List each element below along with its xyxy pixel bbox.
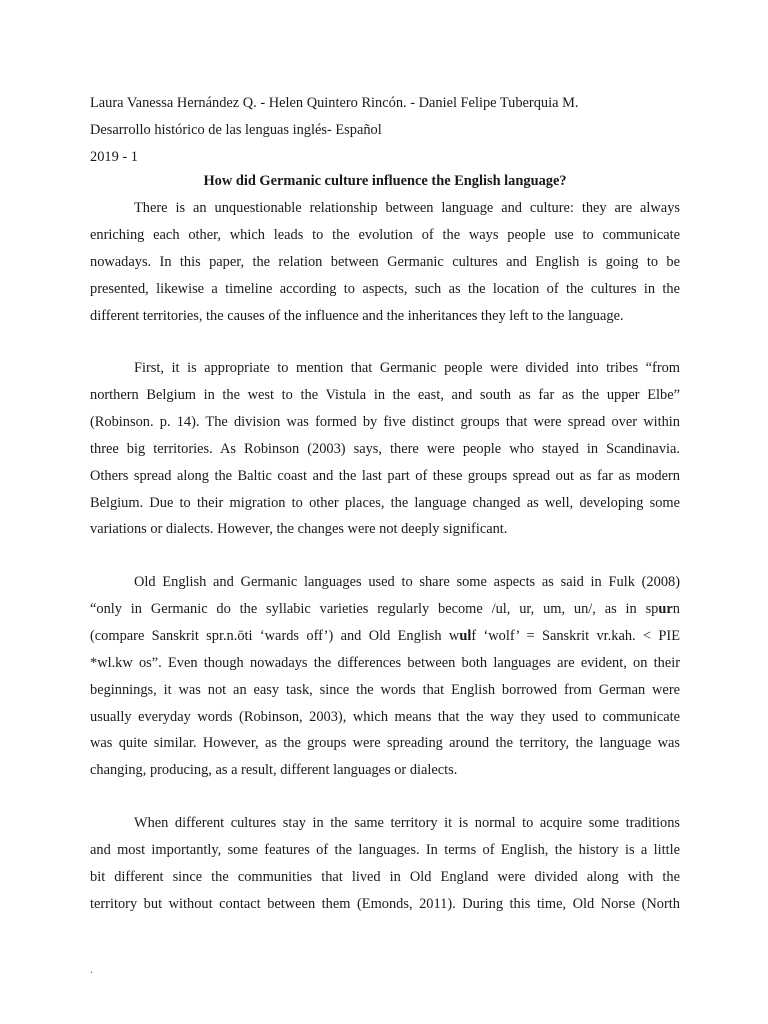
paragraph-line: enriching each other, which leads to the evolution of the ways people use to communicate — [90, 226, 680, 243]
paragraph-line: Old English and Germanic languages used to share some aspects as said in Fulk (2008) — [134, 574, 680, 590]
paragraph-line: beginnings, it was not an easy task, since the words that English borrowed from German were — [90, 681, 680, 698]
footer-mark: . — [90, 962, 93, 976]
period-line: 2019 - 1 — [90, 149, 138, 165]
paragraph-line: presented, likewise a timeline according to aspects, such as the location of the cultures in the — [90, 280, 680, 297]
line-segment: f ‘wolf’ = Sanskrit vr.kah. < PIE — [471, 627, 680, 644]
paragraph-line: changing, producing, as a result, different languages or dialects. — [90, 762, 458, 779]
paragraph-line: usually everyday words (Robinson, 2003), which means that the way they used to communicate — [90, 708, 680, 725]
paragraph-line: There is an unquestionable relationship between language and culture: they are always — [134, 200, 680, 216]
paragraph-line: Others spread along the Baltic coast and the last part of these groups spread out as far as modern — [90, 467, 680, 484]
paragraph-cultures — [90, 810, 680, 918]
bold-segment: ur — [658, 600, 673, 617]
paragraph-line: and most importantly, some features of the languages. In terms of English, the history is a little — [90, 841, 680, 858]
paragraph-intro — [90, 195, 680, 330]
paragraph-line: (Robinson. p. 14). The division was formed by five distinct groups that were spread over within — [90, 413, 680, 430]
paragraph-line: bit different since the communities that lived in Old England were divided along with the — [90, 868, 680, 885]
paragraph-old-english — [90, 569, 680, 784]
paragraph-line: nowadays. In this paper, the relation between Germanic cultures and English is going to be — [90, 253, 680, 270]
paragraph-line: Belgium. Due to their migration to other places, the language changed as well, developing some — [90, 494, 680, 511]
paragraph-line: territory but without contact between them (Emonds, 2011). During this time, Old Norse (North — [90, 895, 680, 912]
paragraph-line: variations or dialects. However, the changes were not deeply significant. — [90, 521, 508, 538]
paragraph-tribes — [90, 355, 680, 543]
paragraph-line: *wl.kw os”. Even though nowadays the differences between both languages are evident, on their — [90, 654, 680, 671]
document-title: How did Germanic culture influence the English language? — [203, 173, 567, 189]
paragraph-line — [90, 623, 680, 650]
paragraph-line — [90, 596, 680, 623]
paragraph-line: was quite similar. However, as the groups were spreading around the territory, the language was — [90, 735, 680, 752]
course-line: Desarrollo histórico de las lenguas inglés- Español — [90, 122, 382, 138]
line-segment: “only in Germanic do the syllabic varieties regularly become /ul, ur, um, un/, as in sp — [90, 600, 659, 617]
line-segment: (compare Sanskrit spr.n.ōti ‘wards off’) and Old English w — [90, 627, 460, 644]
line-segment: n — [672, 600, 680, 617]
paragraph-line: three big territories. As Robinson (2003) says, there were people who stayed in Scandinavia. — [90, 440, 680, 457]
authors-line: Laura Vanessa Hernández Q. - Helen Quintero Rincón. - Daniel Felipe Tuberquia M. — [90, 95, 579, 111]
paragraph-line: different territories, the causes of the influence and the inheritances they left to the language. — [90, 307, 624, 324]
bold-segment: ul — [459, 627, 472, 644]
paragraph-line: First, it is appropriate to mention that Germanic people were divided into tribes “from — [134, 360, 680, 376]
paragraph-line: northern Belgium in the west to the Vistula in the east, and south as far as the upper Elbe” — [90, 386, 680, 403]
paragraph-line: When different cultures stay in the same territory it is normal to acquire some traditions — [134, 815, 680, 831]
